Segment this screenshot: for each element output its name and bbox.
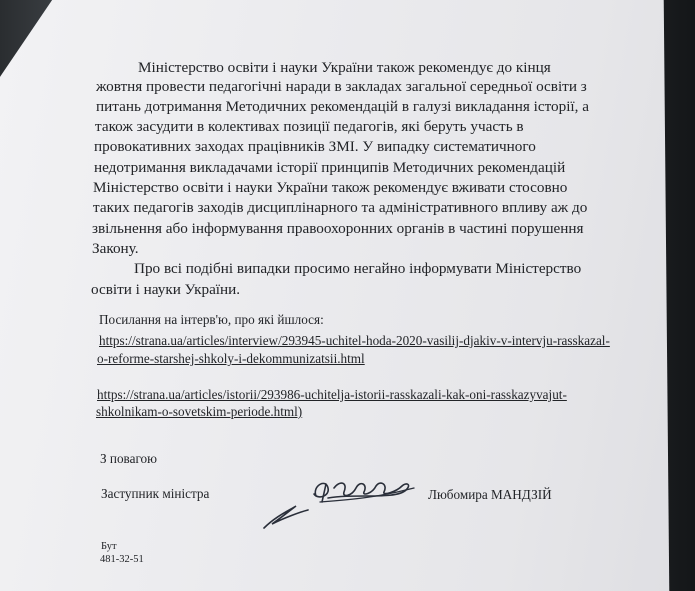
paragraph-2-line-2: освіти і науки України.: [91, 281, 241, 298]
paragraph-1-line-9: звільнення або інформування правоохоронних органів в частині порушення: [92, 220, 584, 237]
signatory-name: Любомира МАНДЗІЙ: [428, 487, 552, 502]
paragraph-1-line-1: Міністерство освіти і науки України також рекомендує до кінця: [138, 59, 551, 76]
paragraph-1-line-5: провокативних заходах працівників ЗМІ. У випадку систематичного: [94, 138, 536, 155]
paragraph-1-line-4: також засудити в колективах позиції педагогів, які беруть участь в: [95, 118, 524, 135]
link-1-line-1[interactable]: https://strana.ua/articles/interview/293945-uchitel-hoda-2020-vasilij-djakiv-v-intervju-rasskazal-: [99, 333, 610, 348]
executor-name: Бут: [101, 541, 117, 552]
link-1-line-2[interactable]: o-reforme-starshej-shkoly-i-dekommunizatsii.html: [97, 351, 365, 366]
paragraph-1-line-7: Міністерство освіти і науки України також рекомендує вживати стосовно: [93, 179, 568, 196]
paragraph-1-line-8: таких педагогів заходів дисциплінарного та адміністративного впливу аж до: [93, 199, 588, 216]
link-2-line-1[interactable]: https://strana.ua/articles/istorii/293986-uchitelja-istorii-rasskazali-kak-oni-rasskazyvajut-: [97, 387, 567, 402]
executor-phone: 481-32-51: [100, 554, 144, 565]
paragraph-1-line-3: питань дотримання Методичних рекомендацій в галузі викладання історії, а: [96, 98, 589, 115]
paragraph-1-line-6: недотримання викладачами історії принципів Методичних рекомендацій: [94, 159, 566, 176]
paragraph-2-line-1: Про всі подібні випадки просимо негайно інформувати Міністерство: [134, 260, 582, 277]
paragraph-1-line-2: жовтня провести педагогічні наради в закладах загальної середньої освіти з: [96, 78, 587, 95]
handwritten-signature: [256, 466, 426, 536]
position-title: Заступник міністра: [101, 486, 210, 501]
links-intro: Посилання на інтерв'ю, про які йшлося:: [99, 312, 324, 327]
link-2-line-2[interactable]: shkolnikam-o-sovetskim-periode.html): [96, 404, 303, 419]
paragraph-1-line-10: Закону.: [92, 240, 139, 257]
closing: З повагою: [100, 451, 157, 466]
